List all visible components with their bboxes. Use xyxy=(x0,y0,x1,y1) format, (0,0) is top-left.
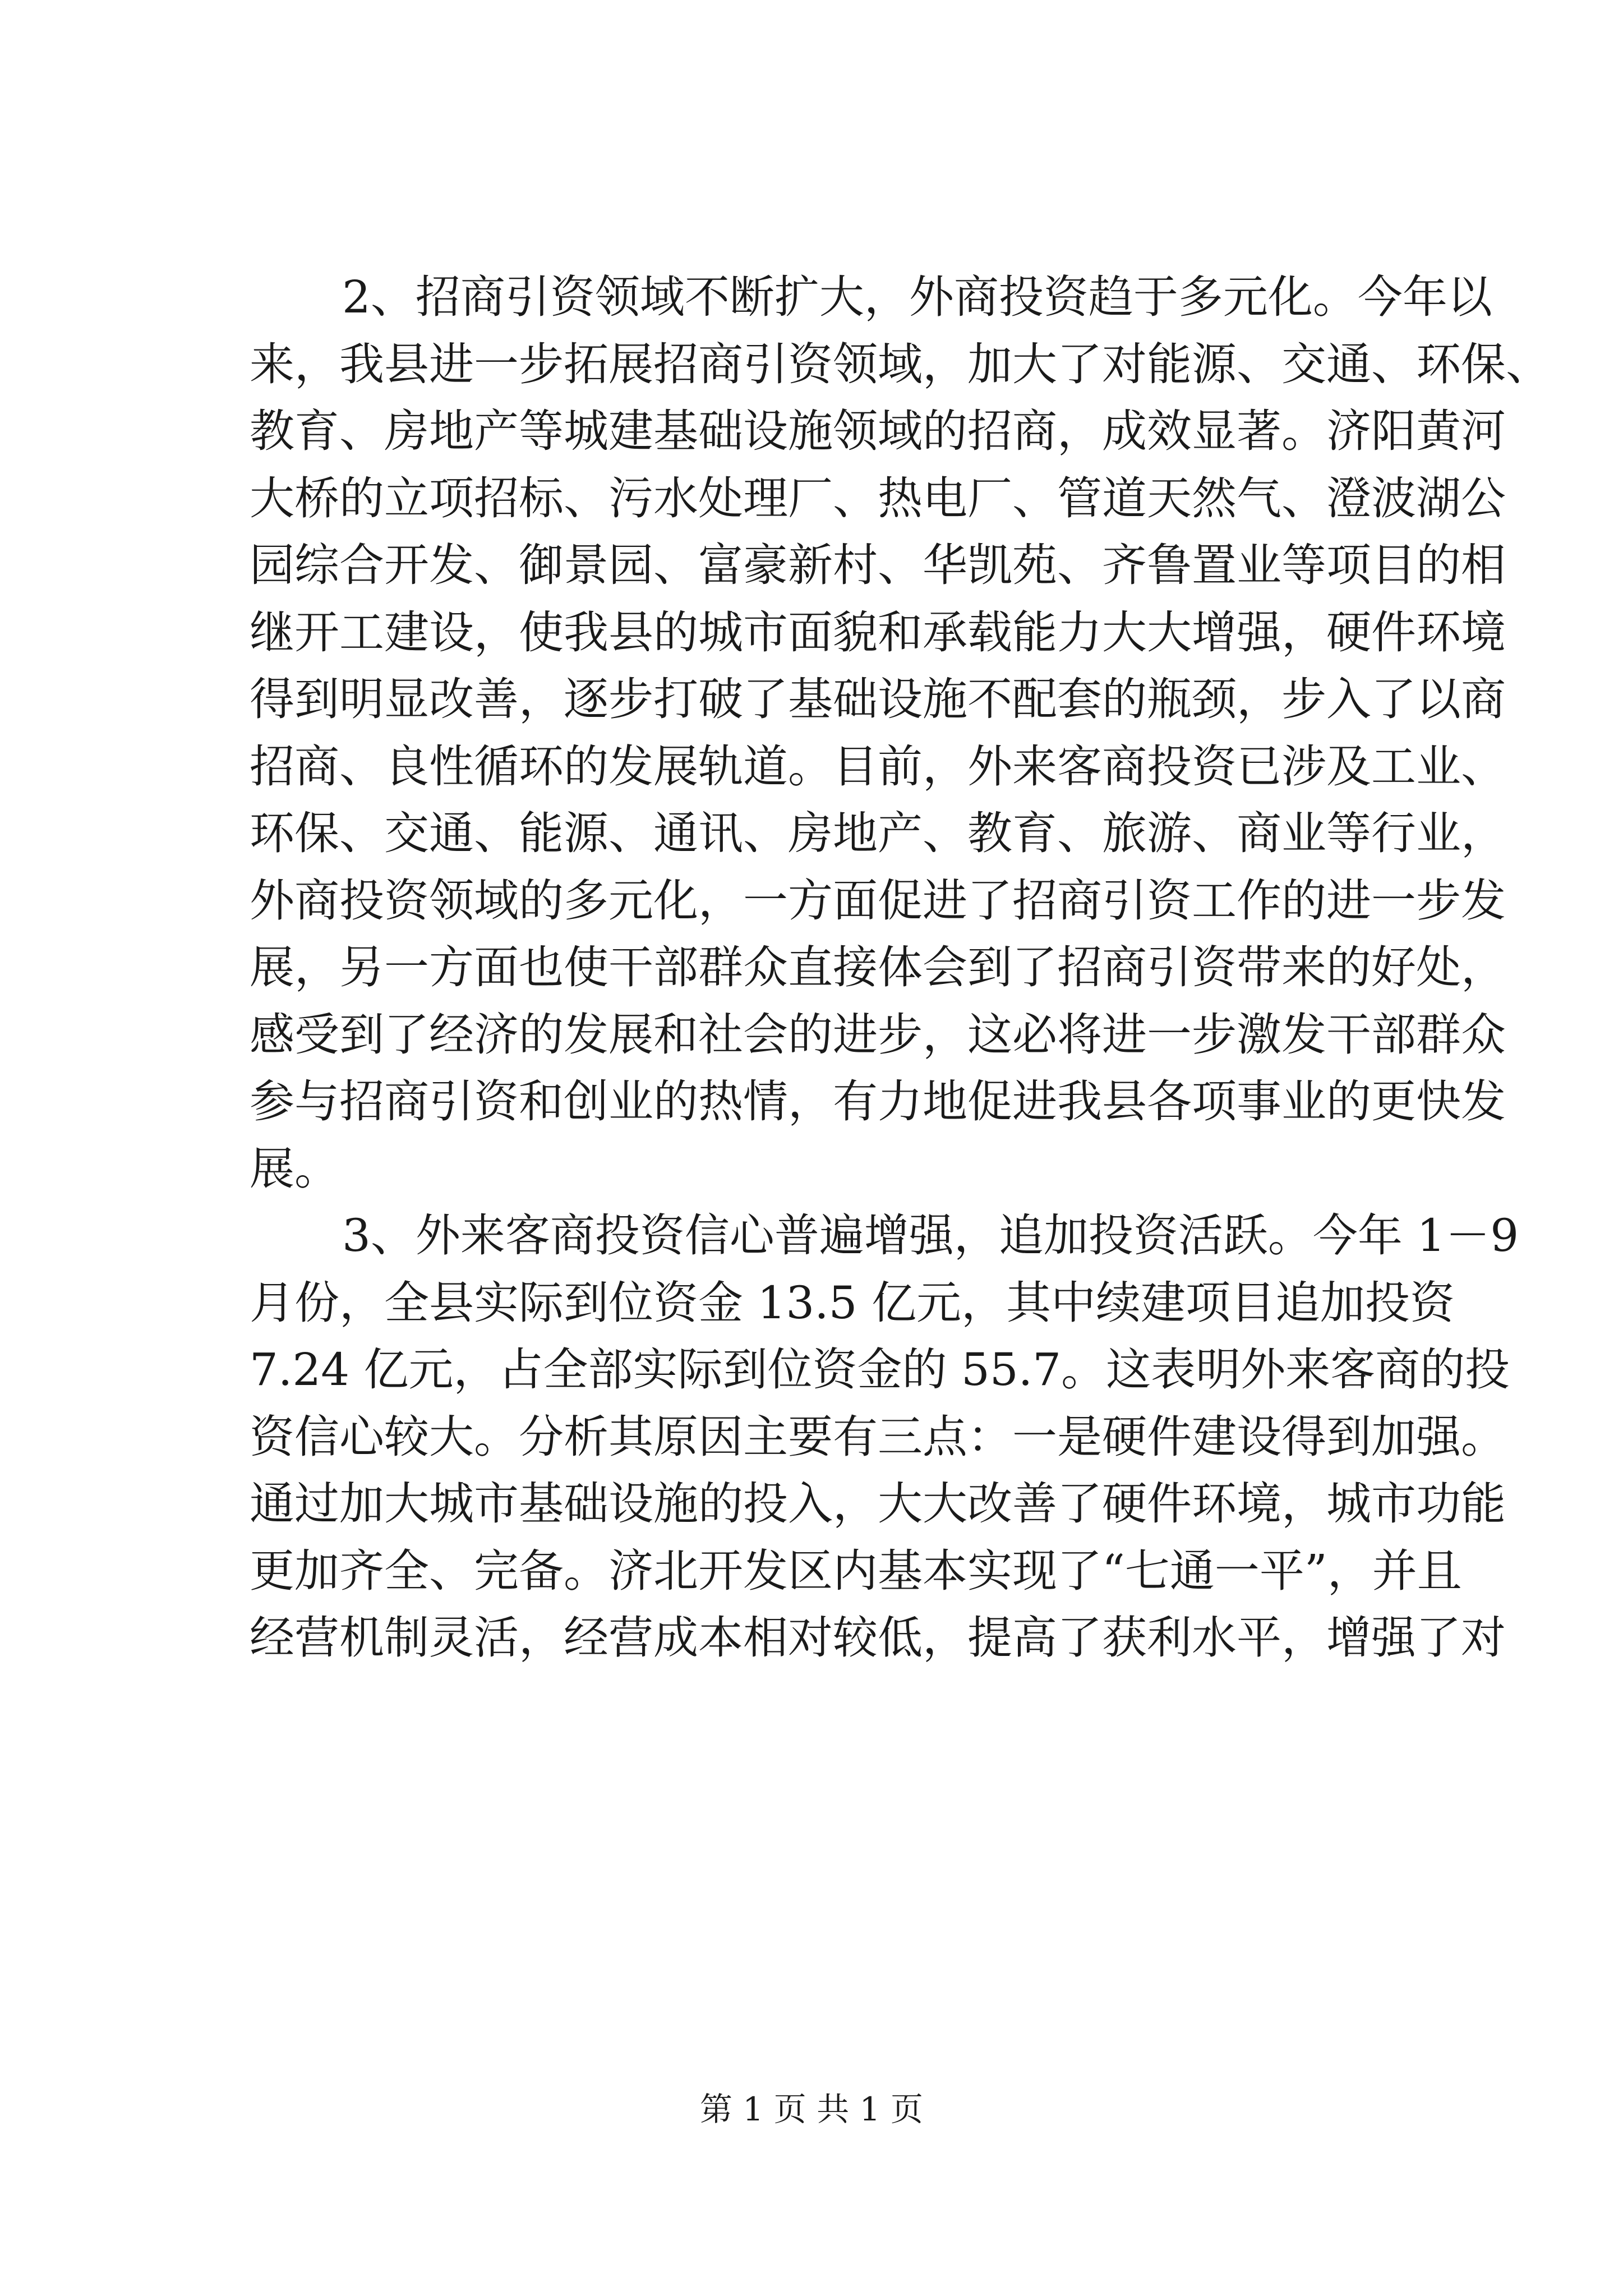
paragraph-line: 更加齐全、完备。济北开发区内基本实现了“七通一平”，并且 xyxy=(250,1544,1462,1597)
paragraph-line: 园综合开发、御景园、富豪新村、华凯苑、齐鲁置业等项目的相 xyxy=(250,539,1506,591)
paragraph-line: 得到明显改善，逐步打破了基础设施不配套的瓶颈，步入了以商 xyxy=(250,673,1506,725)
paragraph-line: 3、外来客商投资信心普遍增强，追加投资活跃。今年 1－9 xyxy=(342,1209,1519,1262)
paragraph-line: 外商投资领域的多元化，一方面促进了招商引资工作的进一步发 xyxy=(250,874,1506,927)
paragraph-line: 感受到了经济的发展和社会的进步，这必将进一步激发干部群众 xyxy=(250,1008,1506,1061)
paragraph-line: 展。 xyxy=(250,1142,339,1195)
paragraph-line: 来，我县进一步拓展招商引资领域，加大了对能源、交通、环保、 xyxy=(250,338,1551,390)
paragraph-line: 通过加大城市基础设施的投入，大大改善了硬件环境，城市功能 xyxy=(250,1478,1506,1530)
paragraph-line: 大桥的立项招标、污水处理厂、热电厂、管道天然气、澄波湖公 xyxy=(250,472,1506,524)
paragraph-line: 展，另一方面也使干部群众直接体会到了招商引资带来的好处， xyxy=(250,941,1506,993)
page-footer xyxy=(0,2087,1623,2132)
paragraph-line: 招商、良性循环的发展轨道。目前，外来客商投资已涉及工业、 xyxy=(250,740,1506,793)
paragraph-line: 经营机制灵活，经营成本相对较低，提高了获利水平，增强了对 xyxy=(250,1612,1506,1664)
paragraph-line: 继开工建设，使我县的城市面貌和承载能力大大增强，硬件环境 xyxy=(250,606,1506,659)
paragraph-line: 参与招商引资和创业的热情，有力地促进我县各项事业的更快发 xyxy=(250,1075,1506,1128)
document-body xyxy=(250,264,1551,1672)
paragraph-line: 环保、交通、能源、通讯、房地产、教育、旅游、商业等行业， xyxy=(250,807,1506,859)
paragraph-line: 7.24 亿元，占全部实际到位资金的 55.7。这表明外来客商的投 xyxy=(250,1343,1510,1396)
paragraph-line: 月份，全县实际到位资金 13.5 亿元，其中续建项目追加投资 xyxy=(250,1276,1455,1329)
paragraph-line: 资信心较大。分析其原因主要有三点：一是硬件建设得到加强。 xyxy=(250,1410,1506,1463)
paragraph-line: 教育、房地产等城建基础设施领域的招商，成效显著。济阳黄河 xyxy=(250,405,1506,457)
page-number-label: 第 1 页 共 1 页 xyxy=(700,2090,923,2128)
paragraph-line: 2、招商引资领域不断扩大，外商投资趋于多元化。今年以 xyxy=(342,271,1492,323)
